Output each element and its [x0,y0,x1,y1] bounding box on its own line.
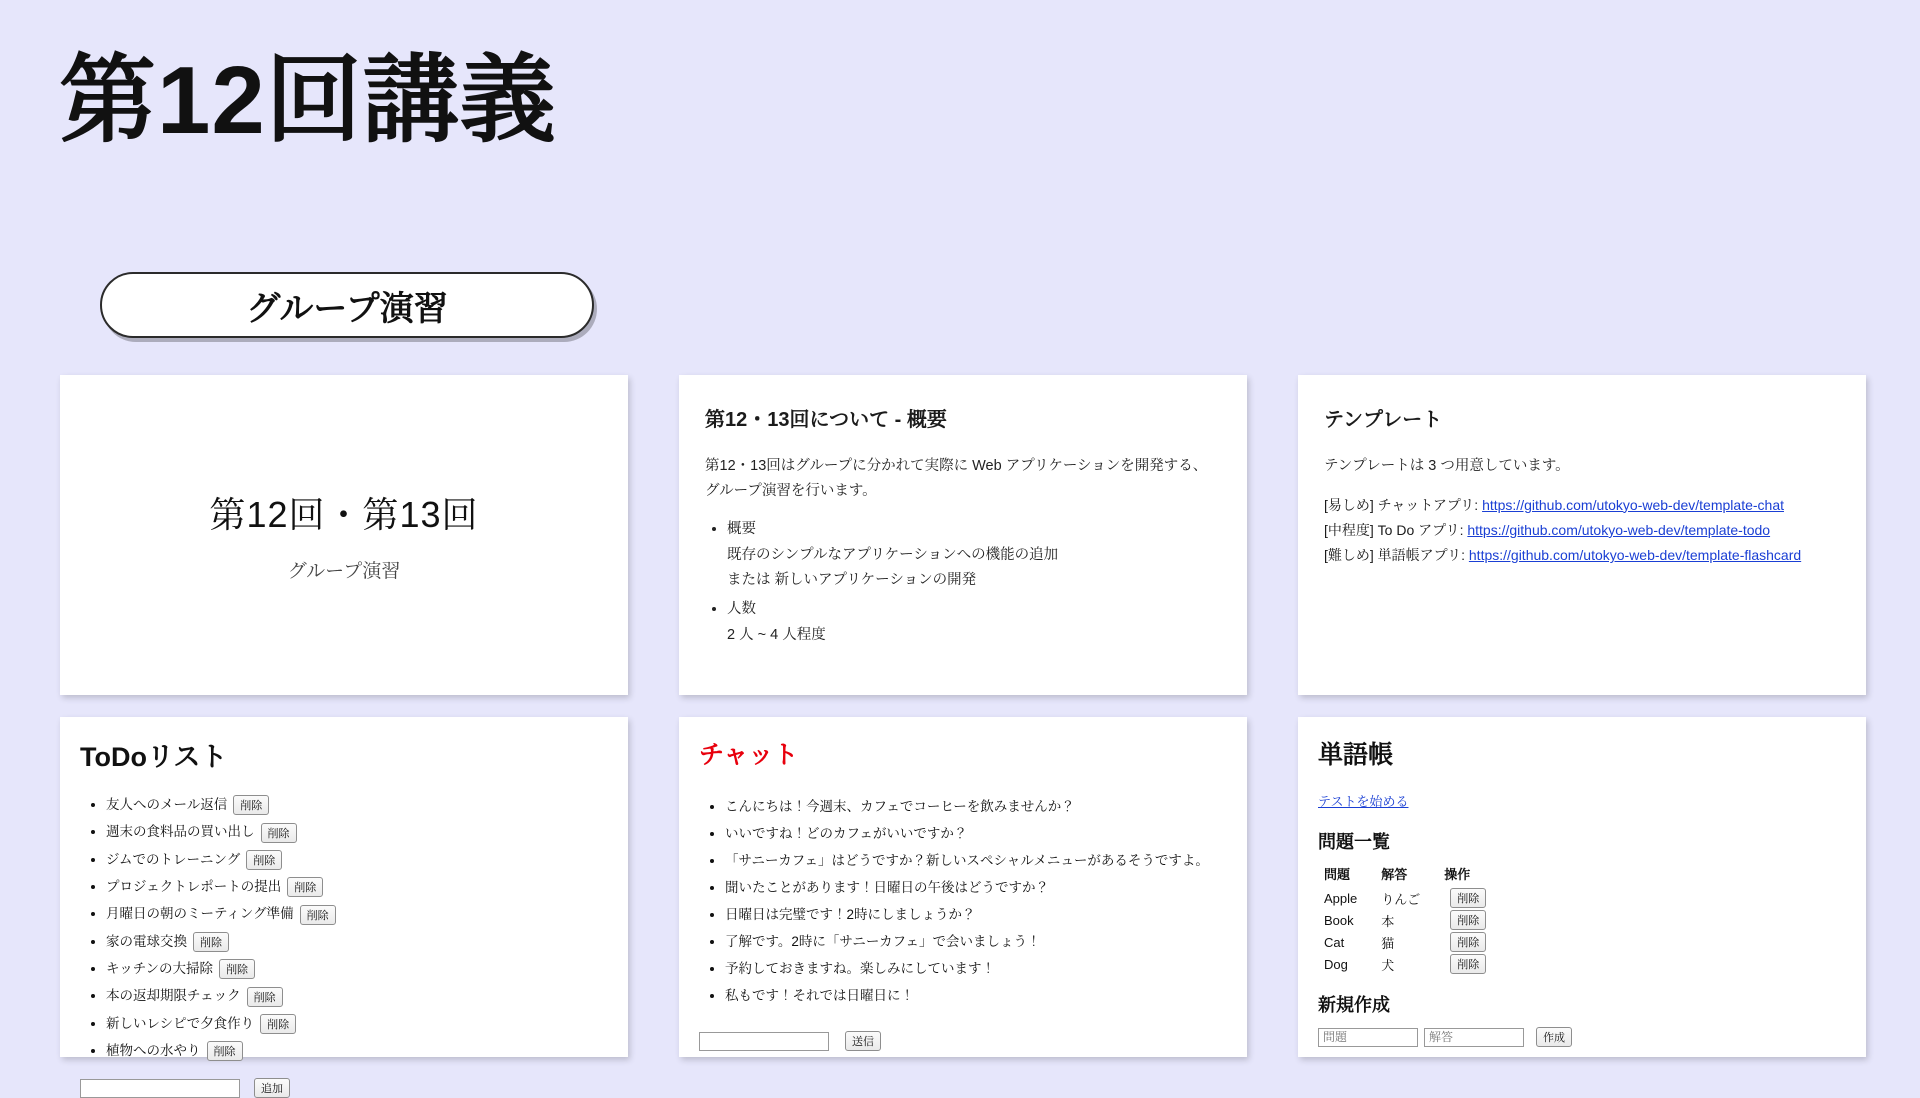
flashcard-answer-input[interactable] [1424,1028,1524,1047]
title-slide-card [60,375,628,695]
template-link-flashcard[interactable]: https://github.com/utokyo-web-dev/template-flashcard [1468,547,1802,564]
list-item: • 予約しておきますね。楽しみにしています！ [725,955,1227,982]
cell-actions [1438,953,1504,975]
cell-answer: りんご [1381,891,1421,907]
flashcard-heading: 単語帳 [1318,741,1394,769]
todo-delete-button[interactable]: 削除 [246,850,282,870]
column-header-actions: 操作 [1444,867,1471,882]
flashcard-delete-button[interactable]: 削除 [1450,910,1486,930]
cell-answer: 犬 [1381,957,1395,973]
list-item: • いいですね！どのカフェがいいですか？ [725,820,1227,847]
todo-add-row [80,1078,608,1098]
todo-heading: ToDoリスト [80,742,228,772]
todo-delete-button[interactable]: 削除 [207,1041,243,1061]
flashcard-question-input[interactable] [1318,1028,1418,1047]
flashcard-new-row [1318,1027,1846,1047]
flashcard-delete-button[interactable]: 削除 [1450,888,1486,908]
todo-item-label: 新しいレシピで夕食作り [106,1015,255,1031]
list-item: • 「サニーカフェ」はどうですか？新しいスペシャルメニューがあるそうですよ。 [725,847,1227,874]
list-item [106,1038,608,1064]
title-slide-heading: 第12回・第13回 [209,494,479,535]
chat-send-row [699,1031,1227,1051]
flashcard-table [1318,864,1504,975]
template-link-todo[interactable]: https://github.com/utokyo-web-dev/template-todo [1467,521,1771,538]
cell-question: Apple [1324,890,1358,906]
todo-item-label: 植物への水やり [106,1042,201,1058]
start-test-link[interactable]: テストを始める [1318,794,1409,809]
template-link-row [1324,543,1840,568]
list-item: • 私もです！それでは日曜日に！ [725,982,1227,1009]
cell-question: Cat [1324,934,1345,950]
todo-delete-button[interactable]: 削除 [260,1014,296,1034]
list-item [106,819,608,845]
page-title: 第12回講義 [60,47,557,154]
section-pill-label: グループ演習 [246,289,448,328]
todo-item-label: ジムでのトレーニング [106,851,241,867]
todo-delete-button[interactable]: 削除 [247,987,283,1007]
cell-actions [1438,887,1504,909]
list-item: • 聞いたことがあります！日曜日の午後はどうですか？ [725,874,1227,901]
todo-item-label: 本の返却期限チェック [106,988,241,1004]
todo-list [80,792,608,1064]
card-grid [60,375,1865,1096]
cell-answer: 猫 [1381,935,1395,951]
overview-list [705,517,1221,648]
template-link-row [1324,518,1840,543]
title-slide-subtitle: グループ演習 [287,561,401,582]
overview-card [679,375,1247,695]
list-item [106,874,608,900]
flashcard-create-button[interactable]: 作成 [1536,1027,1572,1047]
overview-item-line: または 新しいアプリケーションの開発 [727,572,977,589]
list-item [727,517,1221,593]
column-header-answer: 解答 [1381,867,1408,882]
list-item: • こんにちは！今週末、カフェでコーヒーを飲みませんか？ [725,793,1227,820]
table-row [1318,953,1504,975]
table-row [1318,887,1504,909]
list-item [106,901,608,927]
overview-item-line: 2 人 ~ 4 人程度 [727,626,826,643]
chat-app-card [679,717,1247,1057]
overview-item-label: 人数 [727,601,756,618]
todo-add-button[interactable]: 追加 [254,1078,290,1098]
overview-paragraph: 第12・13回はグループに分かれて実際に Web アプリケーションを開発する、グループ演習を行います。 [705,458,1208,499]
chat-message-list [699,793,1227,1009]
todo-input[interactable] [80,1079,240,1098]
todo-delete-button[interactable]: 削除 [261,823,297,843]
cell-actions [1438,909,1504,931]
chat-heading: チャット [699,741,799,769]
template-link-prefix: [易しめ] チャットアプリ: [1324,496,1483,513]
todo-delete-button[interactable]: 削除 [287,877,323,897]
table-header-row [1318,864,1504,887]
flashcard-delete-button[interactable]: 削除 [1450,954,1486,974]
template-link-prefix: [難しめ] 単語帳アプリ: [1324,547,1469,564]
cell-actions [1438,931,1504,953]
template-heading: テンプレート [1324,409,1443,431]
chat-send-button[interactable]: 送信 [845,1031,881,1051]
template-card [1298,375,1866,695]
list-item [727,597,1221,648]
flashcard-app-card [1298,717,1866,1057]
list-item [106,929,608,955]
template-link-row [1324,493,1840,518]
column-header-question: 問題 [1324,867,1351,882]
template-link-prefix: [中程度] To Do アプリ: [1324,521,1468,538]
list-item [106,847,608,873]
todo-item-label: 月曜日の朝のミーティング準備 [106,906,294,922]
todo-item-label: 週末の食料品の買い出し [106,824,255,840]
todo-delete-button[interactable]: 削除 [219,959,255,979]
flashcard-list-heading: 問題一覧 [1318,832,1390,852]
flashcard-delete-button[interactable]: 削除 [1450,932,1486,952]
list-item: • 日曜日は完璧です！2時にしましょうか？ [725,901,1227,928]
list-item: • 了解です。2時に「サニーカフェ」で会いましょう！ [725,928,1227,955]
template-link-chat[interactable]: https://github.com/utokyo-web-dev/template-chat [1482,496,1784,513]
list-item [106,983,608,1009]
todo-item-label: 家の電球交換 [106,933,187,949]
list-item [106,1011,608,1037]
todo-delete-button[interactable]: 削除 [233,795,269,815]
template-paragraph: テンプレートは 3 つ用意しています。 [1324,458,1570,474]
todo-delete-button[interactable]: 削除 [193,932,229,952]
table-row [1318,931,1504,953]
list-item [106,956,608,982]
overview-item-line: 既存のシンプルなアプリケーションへの機能の追加 [727,546,1059,563]
todo-delete-button[interactable]: 削除 [300,905,336,925]
table-row [1318,909,1504,931]
chat-input[interactable] [699,1032,829,1051]
todo-item-label: キッチンの大掃除 [106,960,214,976]
cell-answer: 本 [1381,913,1395,929]
cell-question: Dog [1324,956,1348,972]
overview-item-label: 概要 [727,521,756,538]
list-item [106,792,608,818]
overview-heading: 第12・13回について - 概要 [705,409,947,431]
section-pill [100,272,594,338]
todo-app-card [60,717,628,1096]
todo-item-label: 友人へのメール返信 [106,797,228,812]
todo-item-label: プロジェクトレポートの提出 [106,878,282,894]
cell-question: Book [1324,912,1354,928]
flashcard-new-heading: 新規作成 [1318,995,1390,1015]
